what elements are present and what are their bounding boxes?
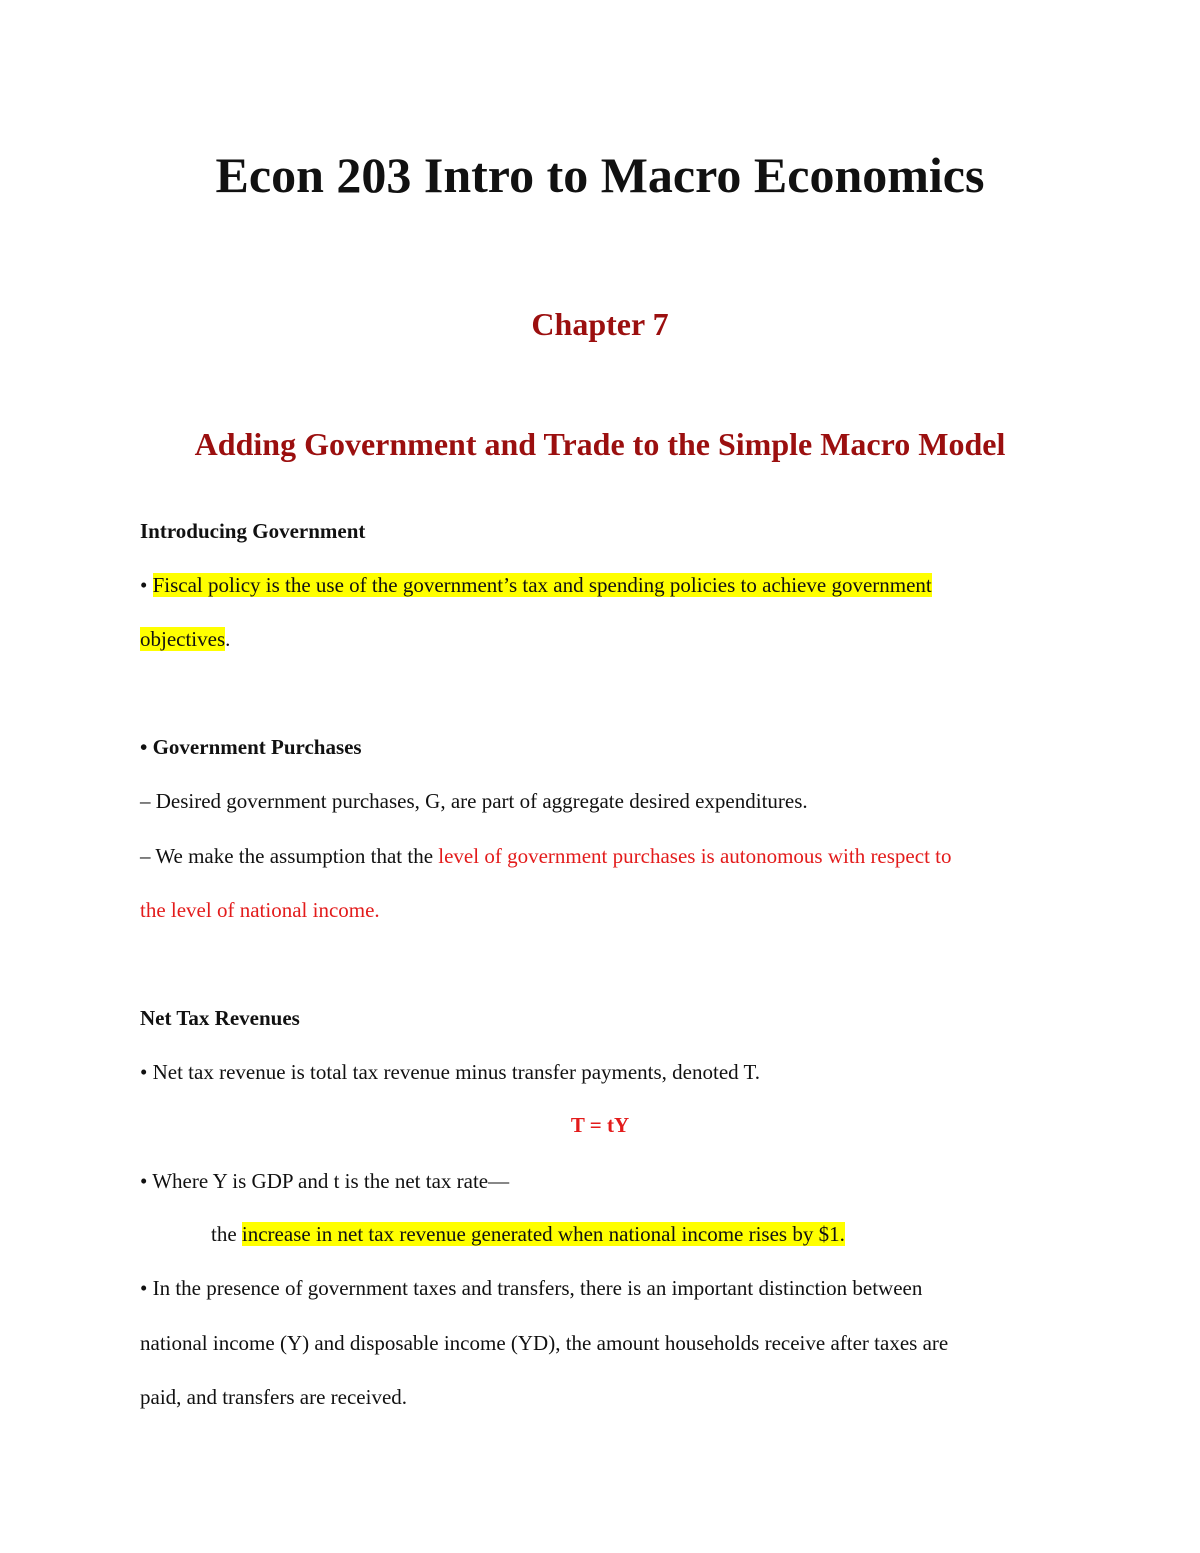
chapter-subtitle: Adding Government and Trade to the Simple Macro Model [194, 426, 1006, 462]
fiscal-policy-highlight-1: Fiscal policy is the use of the government’s tax and spending policies to achieve government [152, 573, 932, 597]
fiscal-policy-highlight-2: objectives [140, 627, 226, 651]
section-heading-net-tax-revenues: Net Tax Revenues [140, 1006, 300, 1030]
net-tax-item-3-prefix: the [211, 1222, 242, 1246]
purchases-item-1: – Desired government purchases, G, are part of aggregate desired expenditures. [140, 789, 808, 813]
net-tax-item-3-highlight: increase in net tax revenue generated when national income rises by $1. [241, 1222, 845, 1246]
net-tax-item-3 [211, 1219, 845, 1249]
section-heading-government-purchases: • Government Purchases [140, 735, 362, 759]
purchases-item-2-line-1 [140, 841, 952, 871]
section-heading-introducing-government: Introducing Government [140, 519, 366, 543]
fiscal-policy-period: . [225, 627, 231, 651]
net-tax-formula: T = tY [570, 1113, 630, 1137]
chapter-heading: Chapter 7 [531, 306, 669, 342]
net-tax-item-4-line-1: • In the presence of government taxes and transfers, there is an important distinction between [140, 1276, 923, 1300]
purchases-item-2-line-2: the level of national income. [140, 898, 380, 922]
net-tax-item-4-line-3: paid, and transfers are received. [140, 1385, 408, 1409]
purchases-item-2-red-1: level of government purchases is autonomous with respect to [438, 844, 952, 868]
fiscal-policy-line-2 [140, 624, 230, 654]
document-title: Econ 203 Intro to Macro Economics [215, 147, 985, 203]
net-tax-item-2: • Where Y is GDP and t is the net tax rate— [140, 1169, 510, 1193]
net-tax-item-1: • Net tax revenue is total tax revenue minus transfer payments, denoted T. [140, 1060, 761, 1084]
purchases-item-2-prefix: – We make the assumption that the [140, 844, 439, 868]
net-tax-item-4-line-2: national income (Y) and disposable income (YD), the amount households receive after taxes are [140, 1331, 949, 1355]
bullet: • [140, 573, 148, 597]
fiscal-policy-line-1 [140, 570, 932, 600]
